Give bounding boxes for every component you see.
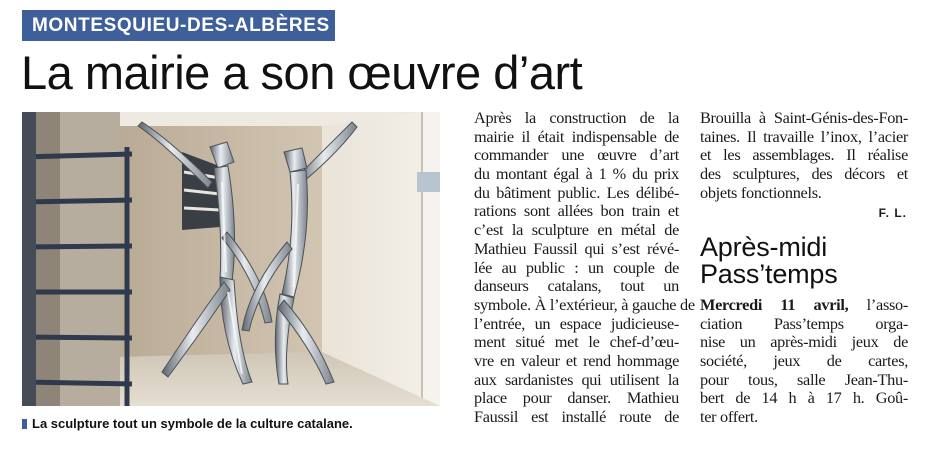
section-banner: MONTESQUIEU-DES-ALBÈRES <box>22 10 335 41</box>
text-line: commander une œuvre d’art <box>474 145 679 165</box>
text-line: ter offert. <box>700 407 758 427</box>
text-line: Mathieu Faussil qui s’est révé- <box>474 238 679 258</box>
text-line: du bâtiment public. Les délibé- <box>474 182 679 202</box>
text-line: des sculptures, des décors et <box>700 164 908 184</box>
author-signature: F. L. <box>878 206 907 220</box>
text-line: pour tous, salle Jean-Thu- <box>700 369 908 389</box>
brief-headline <box>700 234 838 288</box>
brief-headline-line-1: Après-midi <box>700 232 828 262</box>
text-line <box>700 296 908 315</box>
text-line: rations sont allées bon train et <box>474 201 679 221</box>
text-line: objets fonctionnels. <box>700 182 822 202</box>
text-line: Après la construction de la <box>474 108 679 127</box>
sculpture-photo <box>22 112 440 406</box>
caption-text: La sculpture tout un symbole de la culture catalane. <box>32 416 353 431</box>
text-line: c’est la sculpture en métal de <box>474 220 679 240</box>
text-line: vre en valeur et rend hommage <box>474 350 679 370</box>
text-line: nise un après-midi jeux de <box>700 332 908 352</box>
text-line: aux sardanistes qui utilisent la <box>474 369 679 389</box>
photo-caption <box>22 416 353 432</box>
article-column-2 <box>700 109 908 202</box>
text-line: ment situé met le chef-d’œu- <box>474 332 679 352</box>
article-column-1 <box>474 108 695 427</box>
text-line: société, jeux de cartes, <box>700 351 908 371</box>
brief-first-line-rest: l’asso- <box>848 295 908 314</box>
text-line: l’entrée, un espace judicieuse- <box>474 313 679 333</box>
brief-headline-line-2: Pass’temps <box>700 259 838 289</box>
brief-body <box>700 296 908 427</box>
text-line: Faussil est installé route de <box>474 407 679 426</box>
text-line: et les assemblages. Il réalise <box>700 145 908 165</box>
text-line: du montant égal à 1 % du prix <box>474 164 679 184</box>
text-line: bert de 14 h à 17 h. Goû- <box>700 388 908 408</box>
text-line: lée au public : un couple de <box>474 257 679 277</box>
brief-lead-in: Mercredi 11 avril, <box>700 295 849 314</box>
text-line: place pour danser. Mathieu <box>474 388 679 408</box>
text-line: taines. Il travaille l’inox, l’acier <box>700 126 908 146</box>
text-line: Brouilla à Saint-Génis-des-Fon- <box>700 108 908 127</box>
text-line: symbole. À l’extérieur, à gauche de <box>474 294 695 314</box>
text-line: mairie il était indispensable de <box>474 126 679 146</box>
text-line: danseurs catalans, tout un <box>474 276 679 296</box>
article-headline: La mairie a son œuvre d’art <box>21 46 583 99</box>
caption-marker-icon <box>22 419 27 429</box>
text-line: ciation Pass’temps orga- <box>700 313 908 333</box>
